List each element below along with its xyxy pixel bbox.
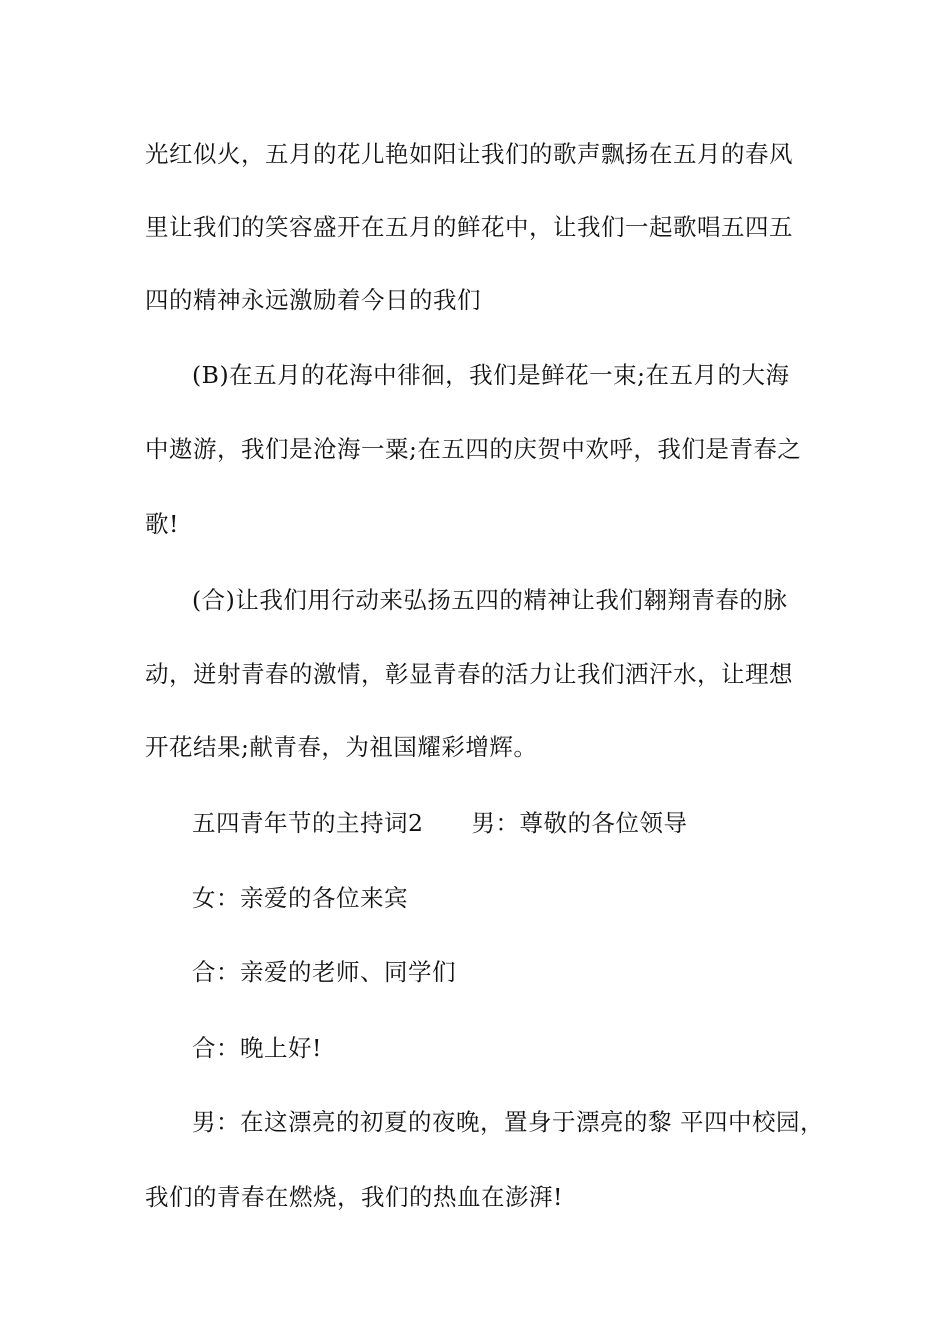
- text-line-1: 光红似火，五月的花儿艳如阳让我们的歌声飘扬在五月的春风: [145, 140, 793, 168]
- text-line-4: (B)在五月的花海中徘徊，我们是鲜花一束;在五月的大海: [192, 361, 790, 389]
- text-line-12: 合：亲爱的老师、同学们: [192, 958, 456, 986]
- text-line-6: 歌!: [145, 510, 179, 538]
- text-line-2: 里让我们的笑容盛开在五月的鲜花中，让我们一起歌唱五四五: [145, 213, 793, 241]
- text-line-9: 开花结果;献青春，为祖国耀彩增辉。: [145, 733, 538, 761]
- text-line-7: (合)让我们用行动来弘扬五四的精神让我们翱翔青春的脉: [192, 586, 788, 614]
- text-line-5: 中遨游，我们是沧海一粟;在五四的庆贺中欢呼，我们是青春之: [145, 435, 802, 463]
- text-line-13: 合：晚上好!: [192, 1034, 322, 1062]
- text-line-15: 我们的青春在燃烧，我们的热血在澎湃!: [145, 1183, 563, 1211]
- text-line-3: 四的精神永远激励着今日的我们: [145, 286, 481, 314]
- text-line-11: 女：亲爱的各位来宾: [192, 884, 408, 912]
- text-line-8: 动，迸射青春的激情，彰显青春的活力让我们洒汗水，让理想: [145, 660, 793, 688]
- text-line-10: 五四青年节的主持词2 男：尊敬的各位领导: [192, 809, 688, 837]
- text-line-14: 男：在这漂亮的初夏的夜晚，置身于漂亮的黎 平四中校园，: [192, 1108, 824, 1136]
